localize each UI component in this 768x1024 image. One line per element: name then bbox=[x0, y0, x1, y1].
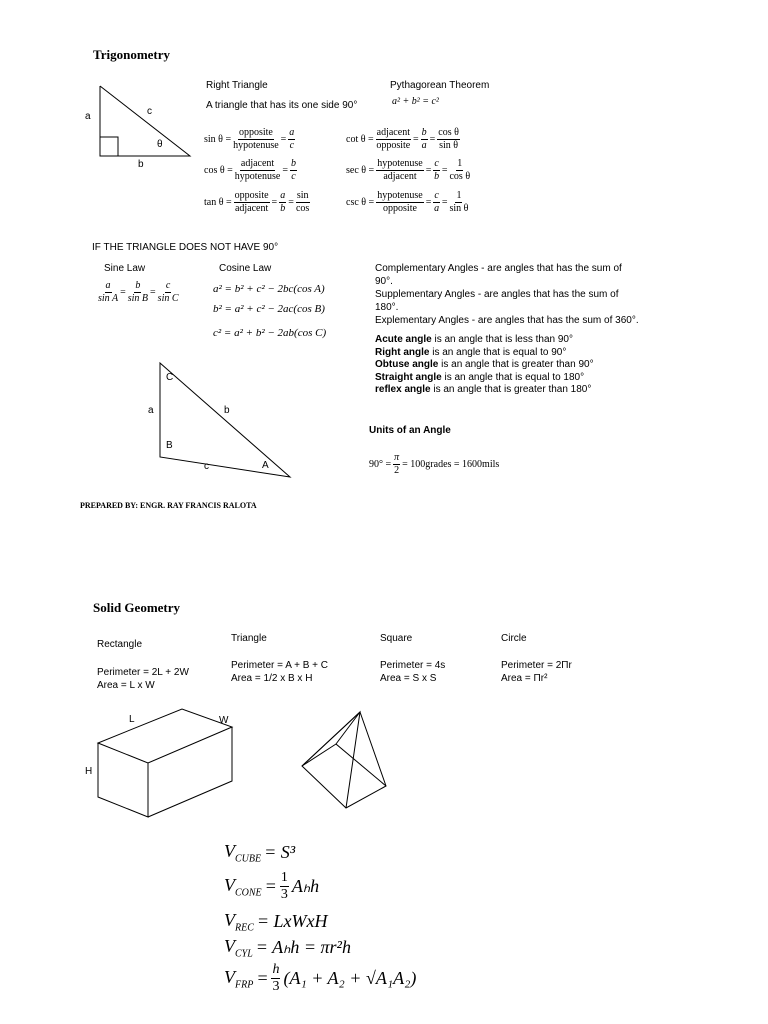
oblique-label-b: b bbox=[224, 405, 230, 416]
volume-cube: $V_{CUBE}$ = S³ bbox=[224, 841, 296, 865]
csc-den: opposite bbox=[383, 203, 417, 214]
volume-cyl: $V_{CYL}$ = Aₕh = πr²h bbox=[224, 936, 351, 960]
csc-n3: 1 bbox=[456, 190, 462, 201]
box-label-W: W bbox=[219, 715, 229, 726]
cosine-law-c: c² = a² + b² − 2ab(cos C) bbox=[213, 327, 327, 339]
cos-n2: b bbox=[290, 158, 296, 169]
cos-d2: c bbox=[291, 171, 296, 182]
oblique-label-B: B bbox=[166, 440, 173, 451]
formula-line: Area = 1/2 x B x H bbox=[231, 673, 313, 684]
units-formula bbox=[369, 452, 499, 477]
not90-heading: IF THE TRIANGLE DOES NOT HAVE 90° bbox=[92, 242, 279, 253]
angle-def-line: Supplementary Angles - are angles that has the sum of bbox=[375, 289, 619, 300]
sec-formula: sec θ = $\frac{\text{hypotenuse}}{\text{adjacent}}$ = $\frac{c}{b}$ = $\frac{1}{\text{cos θ}}$ bbox=[346, 158, 471, 182]
angle-definitions bbox=[375, 262, 675, 327]
cosine-law-label: Cosine Law bbox=[219, 263, 272, 274]
angle-def-line: Complementary Angles - are angles that has the sum of bbox=[375, 263, 622, 274]
sin-lhs: sin θ = bbox=[204, 134, 232, 145]
angle-type-item: reflex angle is an angle that is greater than 180° bbox=[375, 384, 592, 396]
cot-d3: sin θ bbox=[439, 140, 459, 151]
shape-formulas-circle bbox=[501, 659, 572, 685]
box-label-L: L bbox=[129, 714, 135, 725]
fig-label-theta: θ bbox=[157, 139, 163, 150]
csc-num: hypotenuse bbox=[377, 190, 423, 201]
sin-den: hypotenuse bbox=[233, 140, 279, 151]
cos-lhs: cos θ = bbox=[204, 165, 233, 176]
sine-n1: a bbox=[105, 280, 111, 291]
tan-d3: cos bbox=[295, 203, 310, 214]
units-num: π bbox=[394, 452, 400, 463]
cos-num: adjacent bbox=[240, 158, 275, 169]
sec-d3: cos θ bbox=[449, 171, 471, 182]
right-triangle-desc: A triangle that has its one side 90° bbox=[206, 100, 358, 111]
shape-name-triangle: Triangle bbox=[231, 633, 267, 644]
formula-line: Area = Πr² bbox=[501, 673, 548, 684]
sine-n2: b bbox=[135, 280, 141, 291]
fig-label-a: a bbox=[85, 111, 91, 122]
oblique-label-a: a bbox=[148, 405, 154, 416]
angle-type-item: Right angle is an angle that is equal to 90° bbox=[375, 346, 567, 358]
formula-line: Area = L x W bbox=[97, 680, 155, 691]
formula-line: Perimeter = 4s bbox=[380, 660, 446, 671]
sec-d2: b bbox=[434, 171, 440, 182]
prepared-by: PREPARED BY: ENGR. RAY FRANCIS RALOTA bbox=[80, 501, 257, 510]
cot-d2: a bbox=[421, 140, 427, 151]
shape-name-circle: Circle bbox=[501, 633, 527, 644]
units-lhs: 90° = bbox=[369, 459, 392, 470]
cot-n3: cos θ bbox=[438, 127, 459, 138]
cot-num: adjacent bbox=[376, 127, 410, 138]
formula-line: Area = S x S bbox=[380, 673, 437, 684]
cosine-law-b: b² = a² + c² − 2ac(cos B) bbox=[213, 303, 325, 315]
sec-num: hypotenuse bbox=[377, 158, 423, 169]
formula-line: Perimeter = A + B + C bbox=[231, 660, 328, 671]
cot-formula: cot θ = $\frac{\text{adjacent}}{\text{opposite}}$ = $\frac{b}{a}$ = $\frac{\text{cos θ}}{\text{sin θ}}$ bbox=[346, 127, 459, 151]
pythagorean-label: Pythagorean Theorem bbox=[390, 80, 490, 91]
sin-d2: c bbox=[289, 140, 295, 151]
cos-formula: cos θ = $\frac{\text{adjacent}}{\text{hypotenuse}}$ = $\frac{b}{c}$ bbox=[204, 158, 296, 182]
tan-lhs: tan θ = bbox=[204, 197, 232, 208]
shape-name-square: Square bbox=[380, 633, 413, 644]
sin-formula: sin θ = $\frac{\text{opposite}}{\text{hypotenuse}}$ = $\frac{a}{c}$ bbox=[204, 127, 295, 151]
units-heading: Units of an Angle bbox=[369, 425, 451, 436]
sine-d3: sin C bbox=[157, 293, 179, 304]
sine-law-label: Sine Law bbox=[104, 263, 146, 274]
volume-frustum: $V_{FRP}$ = $\frac{h}{3}$ (A₁ + A₂ + √A₁A₂) bbox=[224, 962, 417, 994]
sin-n2: a bbox=[289, 127, 295, 138]
box-label-H: H bbox=[85, 766, 93, 777]
sine-d2: sin B bbox=[127, 293, 149, 304]
cot-n2: b bbox=[421, 127, 427, 138]
shape-formulas-rectangle bbox=[97, 666, 189, 692]
sin-num: opposite bbox=[238, 127, 273, 138]
pythagorean-formula: a² + b² = c² bbox=[392, 96, 439, 107]
formula-line: Perimeter = 2Πr bbox=[501, 660, 572, 671]
angle-type-item: Straight angle is an angle that is equal to 180° bbox=[375, 371, 585, 383]
csc-d3: sin θ bbox=[449, 203, 469, 214]
cos-den: hypotenuse bbox=[234, 171, 281, 182]
pyramid-figure bbox=[296, 708, 396, 813]
csc-d2: a bbox=[434, 203, 440, 214]
oblique-label-c: c bbox=[204, 461, 209, 472]
tan-n2: a bbox=[280, 190, 286, 201]
csc-n2: c bbox=[434, 190, 439, 201]
cot-den: opposite bbox=[376, 140, 411, 151]
angle-types bbox=[375, 334, 594, 397]
sine-d1: sin A bbox=[98, 293, 119, 304]
trig-title: Trigonometry bbox=[93, 47, 171, 62]
volume-cone: $V_{CONE}$ = $\frac{1}{3}$ Aₕh bbox=[224, 870, 320, 902]
cot-lhs: cot θ = bbox=[346, 134, 374, 145]
sine-law-formula: $\frac{a}{\text{sin A}}$ = $\frac{b}{\text{sin B}}$ = $\frac{c}{\text{sin C}}$ bbox=[98, 280, 179, 304]
solid-title: Solid Geometry bbox=[93, 600, 181, 615]
right-triangle-label: Right Triangle bbox=[206, 80, 268, 91]
angle-type-item: Acute angle is an angle that is less than 90° bbox=[375, 334, 573, 345]
sec-n2: c bbox=[434, 158, 439, 169]
sine-n3: c bbox=[165, 280, 171, 291]
tan-formula: tan θ = $\frac{\text{opposite}}{\text{adjacent}}$ = $\frac{a}{b}$ = $\frac{\sin}{\cos}$ bbox=[204, 190, 310, 214]
oblique-label-C: C bbox=[166, 372, 174, 383]
csc-formula: csc θ = $\frac{\text{hypotenuse}}{\text{opposite}}$ = $\frac{c}{a}$ = $\frac{1}{\text{sin θ}}$ bbox=[346, 190, 469, 214]
angle-def-line: 180°. bbox=[375, 302, 399, 313]
fig-label-c: c bbox=[147, 106, 152, 117]
tan-den: adjacent bbox=[234, 203, 269, 214]
fig-label-b: b bbox=[138, 159, 144, 170]
angle-def-line: Explementary Angles - are angles that has the sum of 360°. bbox=[375, 315, 639, 326]
angle-type-item: Obtuse angle is an angle that is greater than 90° bbox=[375, 359, 594, 371]
tan-num: opposite bbox=[234, 190, 269, 201]
tan-n3: sin bbox=[296, 190, 309, 201]
shape-formulas-triangle bbox=[231, 659, 328, 685]
cosine-law-a: a² = b² + c² − 2bc(cos A) bbox=[213, 283, 325, 295]
csc-lhs: csc θ = bbox=[346, 197, 375, 208]
formula-line: Perimeter = 2L + 2W bbox=[97, 667, 189, 678]
sec-n3: 1 bbox=[457, 158, 463, 169]
tan-d2: b bbox=[280, 203, 286, 214]
units-rhs: = 100grades = 1600mils bbox=[402, 459, 500, 470]
oblique-label-A: A bbox=[262, 460, 269, 471]
shape-name-rectangle: Rectangle bbox=[97, 639, 143, 650]
sec-den: adjacent bbox=[383, 171, 417, 182]
shape-formulas-square bbox=[380, 659, 445, 685]
volume-rec: $V_{REC}$ = LxWxH bbox=[224, 910, 328, 934]
units-den: 2 bbox=[394, 465, 400, 476]
angle-def-line: 90°. bbox=[375, 276, 393, 287]
sec-lhs: sec θ = bbox=[346, 165, 375, 176]
